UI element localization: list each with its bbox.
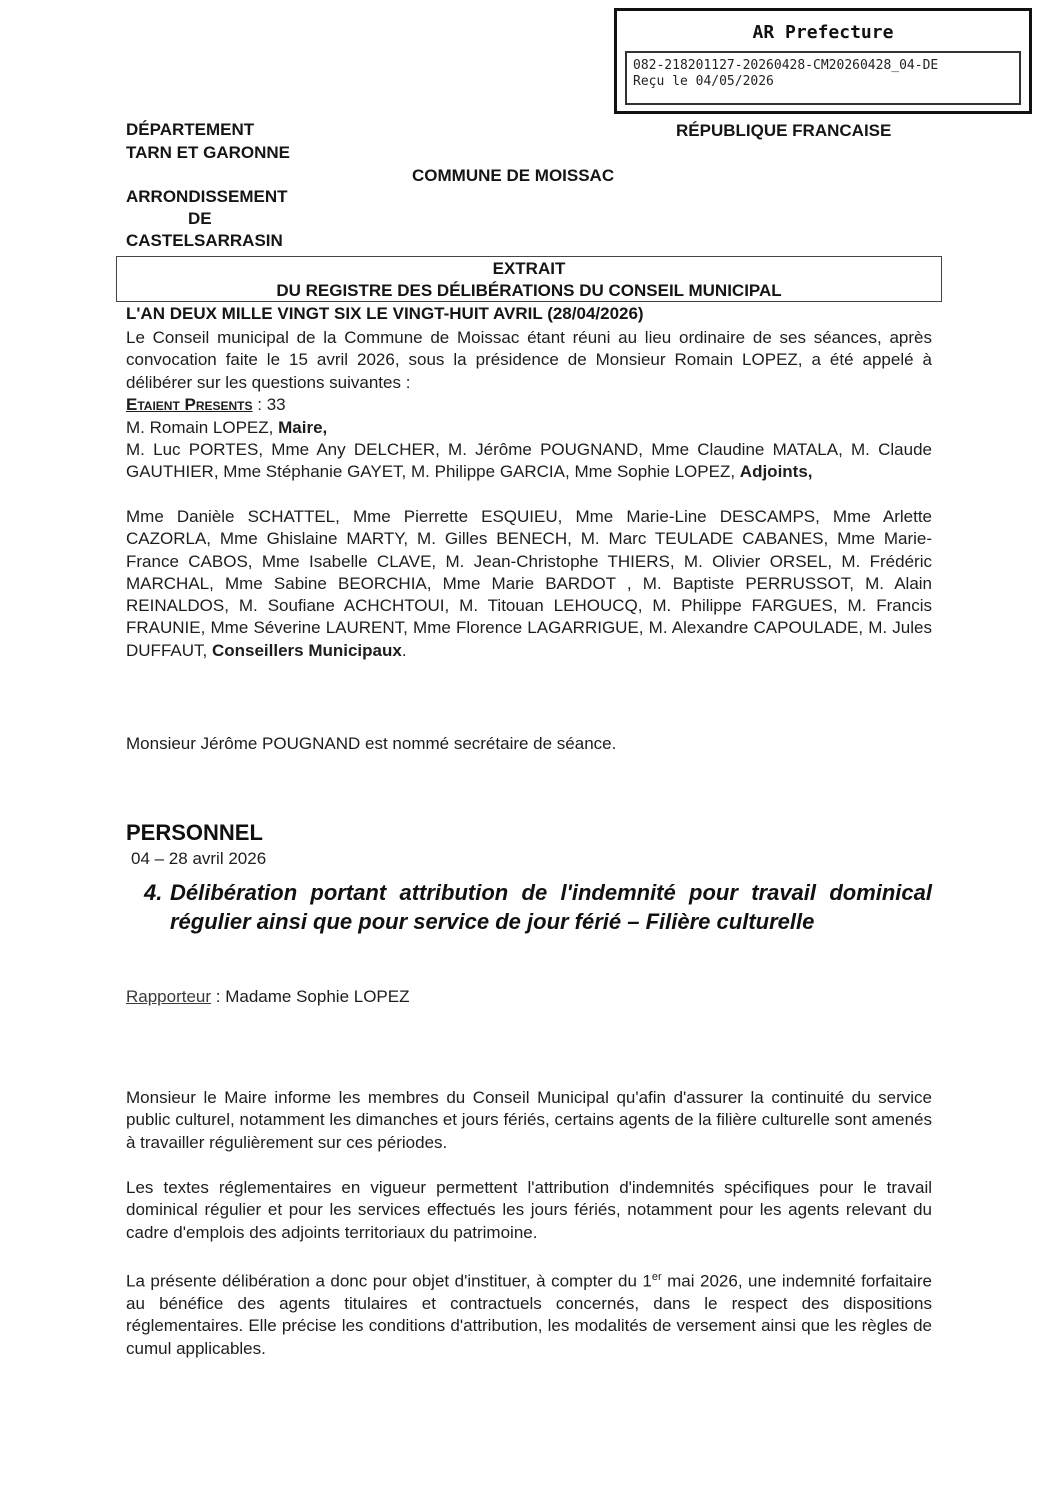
paragraph-3-end: mai 2026, une indemnité forfaitaire au bénéfice des agents titulaires et contractuels concernés, dans le respect des dispositions réglementaires. Elle précise les conditions d'attribution, les modalités de versement ainsi que les règles de cumul applicables.: [126, 1271, 932, 1358]
adjoints-block: [126, 439, 932, 484]
extrait-box: [116, 256, 942, 302]
stamp-title: AR Prefecture: [752, 22, 894, 43]
rapporteur-line: [126, 986, 410, 1008]
departement-label: DÉPARTEMENT: [126, 120, 255, 139]
paragraph-2: Les textes réglementaires en vigueur permettent l'attribution d'indemnités spécifiques pour le travail dominical régulier et pour les services effectués les jours fériés, notamment pour les agents relevant du cadre d'emplois des adjoints territoriaux du patrimoine.: [126, 1178, 932, 1242]
section-title: PERSONNEL: [126, 820, 263, 845]
rapporteur-label: Rapporteur: [126, 987, 212, 1006]
secretaire-line: Monsieur Jérôme POUGNAND est nommé secrétaire de séance.: [126, 734, 617, 753]
arrondissement-de: DE: [188, 209, 212, 228]
presents-count: : 33: [252, 395, 286, 414]
item-number: 4.: [144, 880, 163, 905]
departement-name: TARN ET GARONNE: [126, 143, 291, 162]
conseillers-role: Conseillers Municipaux: [211, 640, 402, 660]
stamp-details: [625, 51, 1021, 105]
seance-intro: Le Conseil municipal de la Commune de Moissac étant réuni au lieu ordinaire de ses séances, après convocation faite le 15 avril 2026, sous la présidence de Monsieur Romain LOPEZ, a été appelé à délibérer sur les questions suivantes :: [126, 328, 932, 392]
conseillers-end: .: [401, 640, 407, 660]
ar-prefecture-stamp: [614, 8, 1032, 114]
conseillers-names: Mme Danièle SCHATTEL, Mme Pierrette ESQUIEU, Mme Marie-Line DESCAMPS, Mme Arlette CAZORLA, Mme Ghislaine MARTY, M. Gilles BENECH, M. Marc TEULADE CABANES, Mme Marie-France CABOS, Mme Isabelle CLAVE, M. Jean-Christophe THIERS, M. Olivier ORSEL, M. Frédéric MARCHAL, Mme Sabine BEORCHIA, Mme Marie BARDOT , M. Baptiste PERRUSSOT, M. Alain REINALDOS, M. Soufiane ACHCHTOUI, M. Titouan LEHOUCQ, M. Philippe FARGUES, M. Francis FRAUNIE, Mme Séverine LAURENT, Mme Florence LAGARRIGUE, M. Alexandre CAPOULADE, M. Jules DUFFAUT,: [126, 507, 932, 660]
seance-date: L'AN DEUX MILLE VINGT SIX LE VINGT-HUIT AVRIL (28/04/2026): [126, 304, 644, 323]
arrondissement-name: CASTELSARRASIN: [126, 231, 283, 250]
commune-label: COMMUNE DE MOISSAC: [412, 166, 615, 185]
republique-label: RÉPUBLIQUE FRANCAISE: [676, 121, 892, 140]
extrait-title: EXTRAIT: [492, 259, 566, 278]
maire-name: M. Romain LOPEZ,: [126, 418, 279, 437]
paragraph-3-start: La présente délibération a donc pour objet d'instituer, à compter du 1: [126, 1271, 652, 1291]
arrondissement-label: ARRONDISSEMENT: [126, 187, 288, 206]
rapporteur-value: : Madame Sophie LOPEZ: [211, 987, 410, 1006]
conseillers-block: [126, 506, 932, 662]
maire-line: [126, 417, 327, 439]
registre-title: DU REGISTRE DES DÉLIBÉRATIONS DU CONSEIL MUNICIPAL: [276, 281, 782, 300]
presents-line: [126, 394, 286, 416]
paragraph-3-superscript: er: [651, 1271, 662, 1283]
stamp-reference: 082-218201127-20260428-CM20260428_04-DE: [633, 58, 939, 73]
adjoints-names: M. Luc PORTES, Mme Any DELCHER, M. Jérôme POUGNAND, Mme Claudine MATALA, M. Claude GAUTHIER, Mme Stéphanie GAYET, M. Philippe GARCIA, Mme Sophie LOPEZ,: [126, 440, 932, 482]
maire-role: Maire,: [278, 418, 328, 437]
stamp-received-date: Reçu le 04/05/2026: [633, 74, 774, 89]
paragraph-1: Monsieur le Maire informe les membres du Conseil Municipal qu'afin d'assurer la continuité du service public culturel, notamment les dimanches et jours fériés, certains agents de la filière culturelle sont amenés à travailler régulièrement sur ces périodes.: [126, 1088, 932, 1152]
item-title: Délibération portant attribution de l'indemnité pour travail dominical régulier ainsi que pour service de jour férié – Filière culturelle: [170, 880, 932, 934]
paragraph-3: [126, 1266, 932, 1360]
presents-label: Etaient Presents: [126, 395, 253, 414]
adjoints-role: Adjoints,: [739, 462, 813, 482]
section-ref: 04 – 28 avril 2026: [131, 849, 267, 868]
